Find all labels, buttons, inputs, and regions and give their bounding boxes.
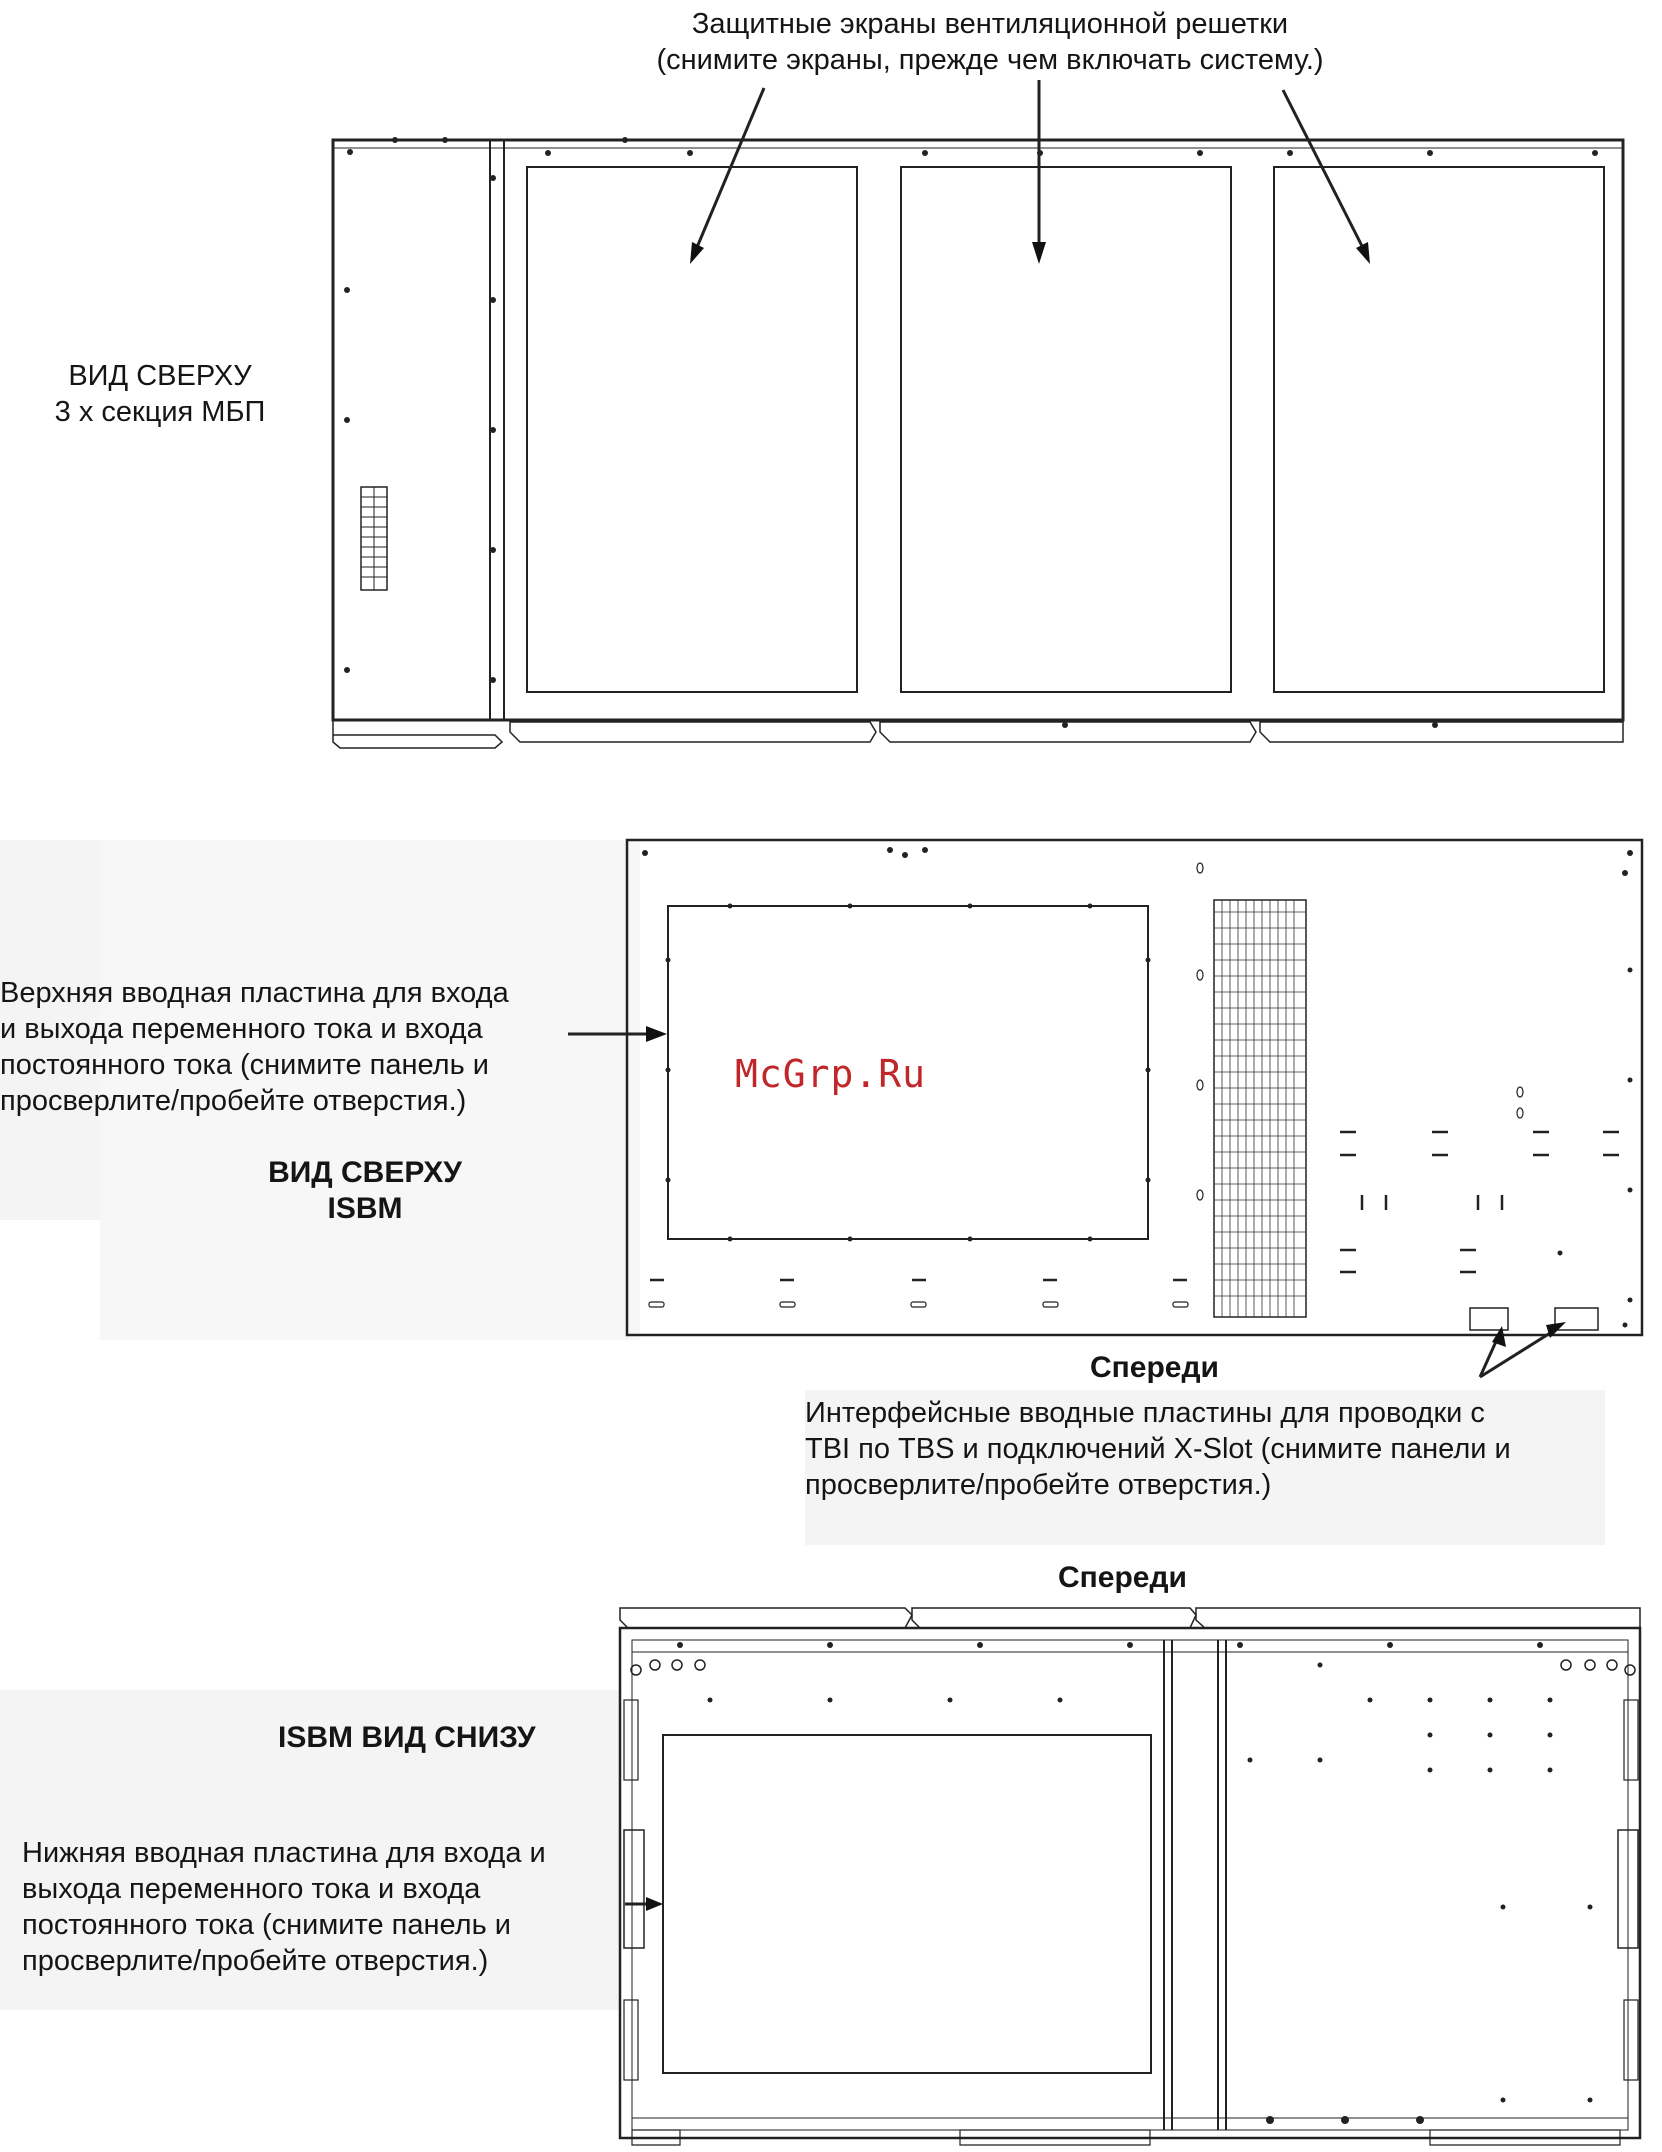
ups-3x-top-view-drawing	[333, 140, 1623, 748]
isbm-bottom-front-label: Спереди	[1058, 1561, 1187, 1594]
vent-screens-callout-line2: (снимите экраны, прежде чем включать систему.)	[656, 44, 1324, 76]
isbm-top-view-title-line1: ВИД СВЕРХУ	[268, 1156, 462, 1189]
isbm-bottom-view-title: ISBM ВИД СНИЗУ	[278, 1721, 536, 1754]
interface-plates-callout	[805, 1395, 1511, 1503]
interface-plates-callout-line2: TBI по TBS и подключений X-Slot (снимите панели и	[805, 1433, 1511, 1465]
isbm-bottom-plate-callout-line1: Нижняя вводная пластина для входа и	[22, 1837, 546, 1869]
isbm-bottom-plate-callout	[22, 1835, 546, 1979]
isbm-bottom-plate-callout-line4: просверлите/пробейте отверстия.)	[22, 1945, 489, 1977]
isbm-top-view-title	[225, 1155, 505, 1227]
isbm-top-plate-callout-line1: Верхняя вводная пластина для входа	[0, 977, 509, 1009]
interface-plates-callout-line1: Интерфейсные вводные пластины для проводки с	[805, 1397, 1485, 1429]
top-view-3x-title	[30, 358, 290, 430]
isbm-top-plate-callout-line3: постоянного тока (снимите панель и	[0, 1049, 489, 1081]
isbm-bottom-plate-callout-line2: выхода переменного тока и входа	[22, 1873, 481, 1905]
isbm-bottom-view-drawing	[620, 1608, 1640, 2145]
isbm-top-plate-callout-line2: и выхода переменного тока и входа	[0, 1013, 483, 1045]
vent-screens-callout-line1: Защитные экраны вентиляционной решетки	[691, 8, 1289, 40]
watermark: McGrp.Ru	[735, 1052, 927, 1096]
interface-plates-callout-line3: просверлите/пробейте отверстия.)	[805, 1469, 1272, 1501]
isbm-top-view-title-line2: ISBM	[327, 1192, 403, 1225]
isbm-top-plate-callout-line4: просверлите/пробейте отверстия.)	[0, 1085, 467, 1117]
isbm-top-front-label: Спереди	[1090, 1351, 1219, 1384]
isbm-bottom-plate-callout-line3: постоянного тока (снимите панель и	[22, 1909, 511, 1941]
top-view-3x-title-line2: 3 х секция МБП	[54, 396, 266, 428]
vent-screens-callout	[610, 6, 1370, 78]
top-view-3x-title-line1: ВИД СВЕРХУ	[68, 360, 252, 392]
isbm-top-plate-callout	[0, 975, 509, 1119]
